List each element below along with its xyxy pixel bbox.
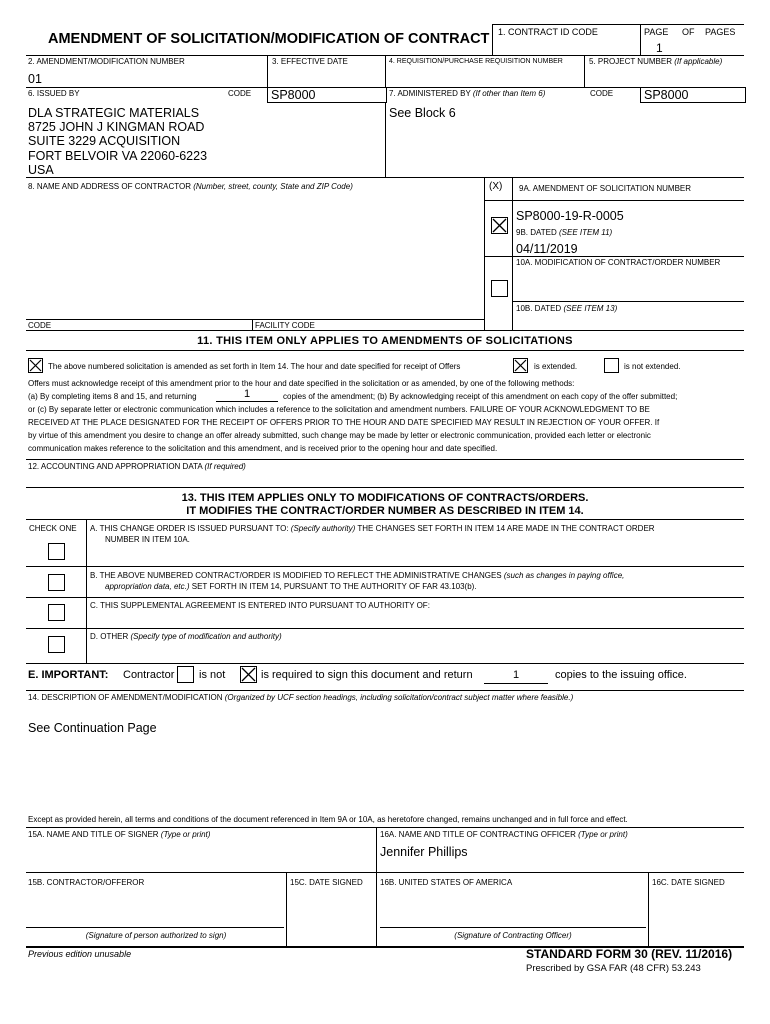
administered-code-label: CODE — [590, 89, 614, 98]
issued-by-label: 6. ISSUED BY — [28, 89, 80, 98]
mod-b-text — [90, 571, 624, 581]
important-is-required: is required to sign this document and return — [261, 669, 473, 681]
item14-label-note: (Organized by UCF section headings, including solicitation/contract subject matter where feasible.) — [224, 693, 574, 702]
mod-a-text-1: A. THIS CHANGE ORDER IS ISSUED PURSUANT TO: — [90, 524, 289, 533]
label-10b-text: 10B. DATED — [516, 304, 562, 313]
check-one-label: CHECK ONE — [29, 524, 77, 533]
mod-d-text-1: D. OTHER — [90, 632, 129, 641]
item11-line: (a) By completing items 8 and 15, and returning — [28, 392, 197, 401]
mod-d-note: (Specify type of modification and authority) — [130, 632, 282, 641]
mod-a-checkbox[interactable] — [48, 543, 65, 560]
item11-title: 11. THIS ITEM ONLY APPLIES TO AMENDMENTS OF SOLICITATIONS — [197, 335, 573, 347]
important-contractor: Contractor — [123, 669, 175, 681]
issued-code-label: CODE — [228, 89, 252, 98]
important-is-not: is not — [199, 669, 226, 681]
label-9a: 9A. AMENDMENT OF SOLICITATION NUMBER — [519, 184, 692, 193]
is-required-checkbox[interactable] — [240, 666, 257, 683]
mod-a-text-line2: NUMBER IN ITEM 10A. — [105, 535, 190, 544]
label-15a-note: (Type or print) — [160, 830, 211, 839]
label-10a: 10A. MODIFICATION OF CONTRACT/ORDER NUMBER — [516, 258, 721, 267]
label-15b: 15B. CONTRACTOR/OFFEROR — [28, 878, 145, 887]
administered-by-text: 7. ADMINISTERED BY — [389, 89, 471, 98]
contracting-officer-name: Jennifer Phillips — [380, 845, 468, 859]
mod-b-checkbox[interactable] — [48, 574, 65, 591]
issued-address-line: FORT BELVOIR VA 22060-6223 — [28, 148, 208, 163]
label-16b: 16B. UNITED STATES OF AMERICA — [380, 878, 513, 887]
item14-value: See Continuation Page — [28, 721, 157, 735]
issued-address-line: DLA STRATEGIC MATERIALS — [28, 106, 200, 120]
previous-edition-text: Previous edition unusable — [28, 949, 132, 959]
issued-address-line: USA — [28, 162, 54, 177]
contractor-label — [28, 182, 353, 192]
item13-title-line2: IT MODIFIES THE CONTRACT/ORDER NUMBER AS DESCRIBED IN ITEM 14. — [186, 505, 584, 517]
mod-b-note-2: appropriation data, etc.) — [105, 582, 190, 591]
item13-title-line1: 13. THIS ITEM APPLIES ONLY TO MODIFICATIONS OF CONTRACTS/ORDERS. — [181, 492, 589, 504]
value-9a: SP8000-19-R-0005 — [516, 209, 624, 223]
page-label: PAGE — [644, 27, 669, 37]
previous-edition-note — [28, 949, 131, 959]
mod-c-checkbox[interactable] — [48, 604, 65, 621]
item11-intro: The above numbered solicitation is amended as set forth in Item 14. The hour and date specified for receipt of Offers — [48, 362, 461, 371]
important-copies-text: copies to the issuing office. — [555, 669, 687, 681]
administered-by-value: See Block 6 — [389, 106, 456, 120]
label-15a-text: 15A. NAME AND TITLE OF SIGNER — [28, 830, 159, 839]
label-15c: 15C. DATE SIGNED — [290, 878, 363, 887]
label-16a — [380, 830, 628, 840]
mod-a-note: (Specify authority) — [290, 524, 356, 533]
issued-by-address — [28, 106, 207, 177]
contract-id-label: 1. CONTRACT ID CODE — [498, 27, 598, 37]
modification-10a-checkbox[interactable] — [491, 280, 508, 297]
label-9b-note: (SEE ITEM 11) — [558, 228, 613, 237]
page-number: 1 — [656, 41, 663, 55]
mod-d-text — [90, 632, 282, 642]
amendment-number-label: 2. AMENDMENT/MODIFICATION NUMBER — [28, 57, 185, 66]
solicitation-amended-checkbox[interactable] — [28, 358, 43, 373]
mod-b-note-1: (such as changes in paying office, — [503, 571, 625, 580]
contractor-label-text: 8. NAME AND ADDRESS OF CONTRACTOR — [28, 182, 191, 191]
contractor-label-note: (Number, street, county, State and ZIP Code) — [193, 182, 353, 191]
project-number-label — [589, 57, 722, 67]
is-not-required-checkbox[interactable] — [177, 666, 194, 683]
administered-by-note: (If other than Item 6) — [472, 89, 546, 98]
label-9b-text: 9B. DATED — [516, 228, 557, 237]
mod-b-text-2: SET FORTH IN ITEM 14, PURSUANT TO THE AUTHORITY OF FAR 43.103(b). — [191, 582, 477, 591]
prescribed-note: Prescribed by GSA FAR (48 CFR) 53.243 — [526, 963, 701, 974]
except-text: Except as provided herein, all terms and conditions of the document referenced in Item 9A or 10A, as heretofore changed, remains unchanged and in full force and effect. — [28, 815, 628, 824]
important-label: E. IMPORTANT: — [28, 669, 109, 681]
accounting-label — [28, 462, 246, 472]
of-label: OF — [682, 27, 695, 37]
item11-line: copies of the amendment; (b) By acknowledging receipt of this amendment on each copy of the offer submitted; — [283, 392, 678, 401]
item11-line: by virtue of this amendment you desire to change an offer already submitted, such change may be made by letter or electronic communication, provided each letter or electronic — [28, 431, 651, 440]
form-title: AMENDMENT OF SOLICITATION/MODIFICATION OF CONTRACT — [48, 31, 490, 47]
accounting-label-text: 12. ACCOUNTING AND APPROPRIATION DATA — [28, 462, 203, 471]
project-number-note: (If applicable) — [674, 57, 723, 66]
mod-c-text: C. THIS SUPPLEMENTAL AGREEMENT IS ENTERED INTO PURSUANT TO AUTHORITY OF: — [90, 601, 430, 610]
requisition-number-label: 4. REQUISITION/PURCHASE REQUISITION NUMBER — [389, 58, 563, 65]
administered-code-value: SP8000 — [644, 88, 689, 102]
administered-by-label — [389, 89, 545, 99]
label-10b-note: (SEE ITEM 13) — [563, 304, 618, 313]
mod-a-text — [90, 524, 655, 534]
facility-code-label: FACILITY CODE — [255, 321, 315, 330]
form-number: STANDARD FORM 30 (REV. 11/2016) — [526, 947, 733, 961]
is-not-extended-checkbox[interactable] — [604, 358, 619, 373]
mod-a-text-2: THE CHANGES SET FORTH IN ITEM 14 ARE MADE IN THE CONTRACT ORDER — [357, 524, 655, 533]
issued-address-line: 8725 JOHN J KINGMAN ROAD — [28, 120, 205, 135]
label-16c: 16C. DATE SIGNED — [652, 878, 725, 887]
signature-officer-caption — [380, 931, 646, 941]
mod-d-checkbox[interactable] — [48, 636, 65, 653]
amendment-9a-checkbox[interactable] — [491, 217, 508, 234]
returning-copies-value: 1 — [243, 388, 251, 400]
is-extended-label: is extended. — [534, 362, 578, 371]
item11-line: RECEIVED AT THE PLACE DESIGNATED FOR THE RECEIPT OF OFFERS PRIOR TO THE HOUR AND DATE SPECIFIED MAY RESULT IN REJECTION OF YOUR OFFER. If — [28, 418, 660, 427]
mod-b-text-1: B. THE ABOVE NUMBERED CONTRACT/ORDER IS MODIFIED TO REFLECT THE ADMINISTRATIVE CHANGES — [90, 571, 502, 580]
item14-label-text: 14. DESCRIPTION OF AMENDMENT/MODIFICATION — [28, 693, 223, 702]
item14-label — [28, 693, 573, 703]
contractor-code-label: CODE — [28, 321, 52, 330]
label-10b — [516, 304, 617, 314]
item11-line: communication makes reference to the solicitation and this amendment, and is received prior to the opening hour and date specified. — [28, 444, 498, 453]
effective-date-label: 3. EFFECTIVE DATE — [272, 57, 348, 66]
label-15a — [28, 830, 210, 840]
issued-code-value: SP8000 — [271, 88, 316, 102]
label-16a-text: 16A. NAME AND TITLE OF CONTRACTING OFFICER — [380, 830, 576, 839]
signature-person-caption-text: (Signature of person authorized to sign) — [85, 931, 227, 940]
amendment-number-value: 01 — [28, 72, 42, 86]
pages-label: PAGES — [705, 27, 736, 37]
value-9b: 04/11/2019 — [516, 242, 578, 256]
label-16a-note: (Type or print) — [578, 830, 628, 839]
x-column-label: (X) — [489, 181, 503, 192]
mod-b-text-line2 — [105, 582, 477, 592]
item11-line: Offers must acknowledge receipt of this amendment prior to the hour and date specified in the solicitation or as amended, by one of the following methods: — [28, 379, 575, 388]
issued-address-line: SUITE 3229 ACQUISITION — [28, 134, 181, 149]
accounting-label-note: (If required) — [204, 462, 246, 471]
is-not-extended-label: is not extended. — [624, 362, 681, 371]
signature-officer-caption-text: (Signature of Contracting Officer) — [454, 931, 572, 940]
project-number-text: 5. PROJECT NUMBER — [589, 57, 672, 66]
important-copies-value: 1 — [512, 669, 520, 681]
label-9b — [516, 228, 612, 238]
is-extended-checkbox[interactable] — [513, 358, 528, 373]
item11-line: or (c) By separate letter or electronic communication which includes a reference to the solicitation and amendment numbers. FAILURE OF YOUR ACKNOWLEDGMENT TO BE — [28, 405, 650, 414]
signature-person-caption — [26, 931, 286, 941]
